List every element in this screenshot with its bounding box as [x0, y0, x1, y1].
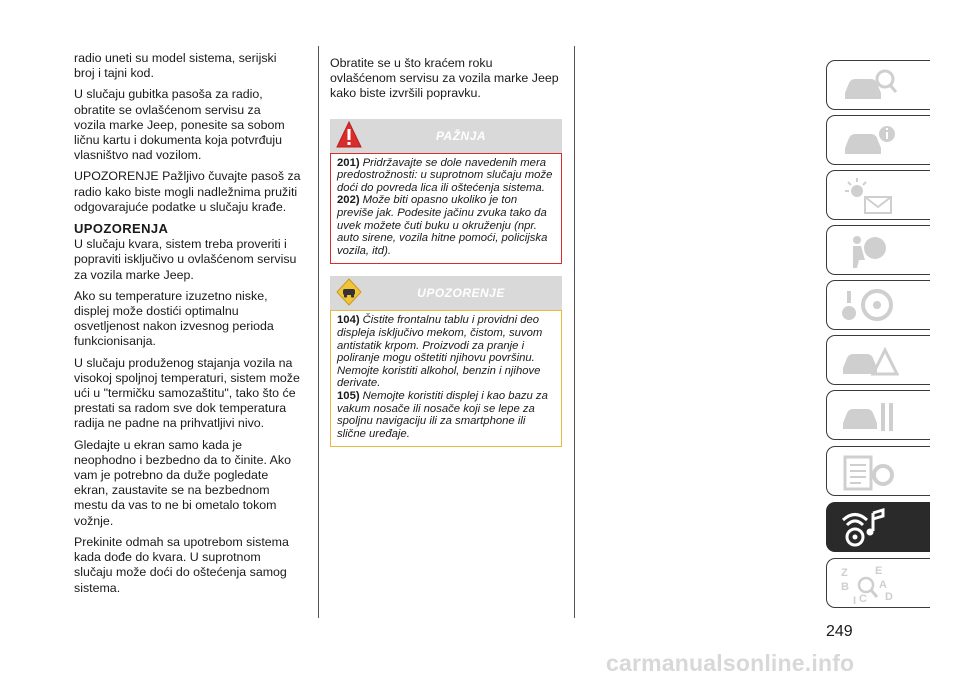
tab-car-magnifier[interactable] [826, 60, 930, 110]
index-letter: A [879, 579, 887, 591]
tab-car-warning[interactable] [826, 335, 930, 385]
column-divider [318, 46, 319, 618]
watermark: carmanualsonline.info [606, 650, 855, 676]
paragraph-look-at-screen: Gledajte u ekran samo kada je neophodno i bezbedno da to činite. Ako vam je potrebno da duže pogledate ekran, zaustavite se na bezbednom mestu da vas to ne bi ometalo tokom vožnje. [74, 437, 292, 528]
multimedia-icon [839, 507, 899, 549]
car-magnifier-icon [839, 65, 899, 107]
specifications-icon [839, 451, 899, 493]
item-number: 105) [337, 389, 360, 402]
item-number: 104) [337, 314, 360, 327]
index-letter: I [853, 595, 857, 607]
paragraph-lost-passport: U slučaju gubitka pasoša za radio, obratite se ovlašćenom servisu za vozila marke Jeep, ponesite sa sobom ličnu kartu i dokumenta koja potvrđuju vlasništvo nad vozilom. [74, 87, 285, 163]
tab-car-wrench[interactable] [826, 390, 930, 440]
warning-title: UPOZORENJE [417, 286, 505, 301]
danger-triangle-icon [336, 121, 362, 149]
item-text: Čistite frontalnu tablu i providni deo displeja isključivo mekom, čistom, suvom antistatik krpom. Proizvodi za pranje i poliranje mogu oštetiti njihovu površinu. Nemojte koristiti alkohol, benzin i njihove derivate. [337, 314, 543, 390]
warning-lights-icon [839, 175, 899, 217]
airbag-icon [839, 230, 899, 272]
tab-multimedia[interactable] [826, 502, 930, 552]
warning-item [337, 314, 555, 390]
car-skid-warning-icon [336, 278, 362, 306]
tab-steering-wheel[interactable] [826, 280, 930, 330]
index-letter: C [859, 593, 867, 605]
warning-box [330, 310, 562, 447]
paragraph-contact-service: Obratite se u što kraćem roku ovlašćenom servisu za vozila marke Jeep kako biste izvršili popravku. [330, 56, 559, 101]
tab-alphabetical-index[interactable] [826, 558, 930, 608]
paragraph-radio-passport: radio uneti su model sistema, serijski broj i tajni kod. [74, 51, 277, 81]
index-letter: Z [841, 567, 848, 579]
danger-box [330, 153, 562, 265]
item-number: 202) [337, 194, 360, 207]
car-wrench-icon [839, 395, 899, 437]
steering-wheel-icon [839, 285, 899, 327]
car-warning-triangle-icon [839, 340, 899, 382]
danger-title: PAŽNJA [435, 128, 487, 143]
car-info-icon [839, 120, 899, 162]
section-heading-warnings: UPOZORENJA [74, 221, 169, 237]
index-letter: B [841, 581, 849, 593]
index-letter: D [885, 591, 893, 603]
danger-banner [330, 119, 562, 153]
paragraph-stop-using: Prekinite odmah sa upotrebom sistema kada dođe do kvara. U suprotnom slučaju može doći do oštećenja samog sistema. [74, 534, 289, 595]
paragraph-thermal-protection: U slučaju produženog stajanja vozila na visokoj spoljnoj temperaturi, sistem može ući u "termičku samozaštitu", tako što će prestati sa radom sve dok temperatura radija ne padne na prihvatljivi nivo. [74, 355, 300, 431]
warning-banner [330, 276, 562, 310]
paragraph-keep-passport: UPOZORENJE Pažljivo čuvajte pasoš za radio kako biste mogli nadležnima pružiti odgovarajuće podatke u slučaju krađe. [74, 169, 301, 214]
item-text: Pridržavajte se dole navedenih mera predostrožnosti: u suprotnom slučaju može doći do povreda lica ili oštećenja sistema. [337, 156, 553, 194]
middle-column [330, 56, 562, 459]
index-letter: E [875, 565, 883, 577]
alphabetical-index-icon [839, 563, 909, 607]
tab-car-info[interactable] [826, 115, 930, 165]
warning-item [337, 390, 555, 440]
paragraph-low-temperature: Ako su temperature izuzetno niske, displej može dostići optimalnu osvetljenost nakon izvesnog perioda funkcionisanja. [74, 288, 274, 349]
paragraph-malfunction: U slučaju kvara, sistem treba proveriti i popraviti isključivo u ovlašćenom servisu za vozila marke Jeep. [74, 237, 297, 282]
left-column [74, 51, 306, 602]
item-number: 201) [337, 156, 360, 169]
column-divider [574, 46, 575, 618]
item-text: Može biti opasno ukoliko je ton previše jak. Podesite jačinu zvuka tako da uvek možete čuti buku u okruženju (npr. auto sirene, vozila hitne pomoći, policijska vozila, itd). [337, 194, 548, 257]
danger-item [337, 157, 555, 195]
tab-airbag[interactable] [826, 225, 930, 275]
tab-warning-lights[interactable] [826, 170, 930, 220]
danger-item [337, 194, 555, 257]
tab-specifications[interactable] [826, 446, 930, 496]
page-number: 249 [826, 623, 853, 640]
item-text: Nemojte koristiti displej i kao bazu za vakum nosače ili nosače koji se lepe za spoljnu navigaciju ili za smartphone ili slične uređaje. [337, 389, 548, 440]
